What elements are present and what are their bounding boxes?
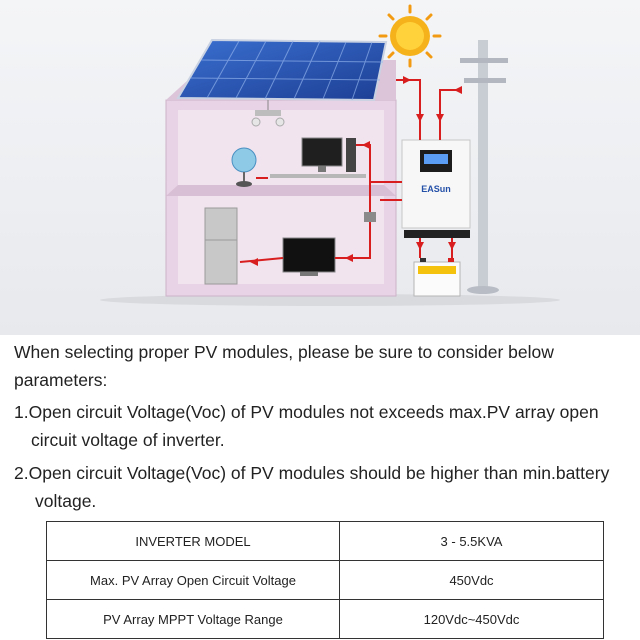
list-item-2-line-1: 2.Open circuit Voltage(Voc) of PV modules should be higher than min.battery: [14, 463, 610, 483]
intro-line-1: When selecting proper PV modules, please be sure to consider below: [14, 342, 554, 362]
list-item-1-line-1: 1.Open circuit Voltage(Voc) of PV modules not exceeds max.PV array open: [14, 402, 599, 422]
list-item-1: [14, 398, 634, 454]
table-row: [47, 561, 604, 600]
inverter-spec-table: [46, 521, 604, 639]
table-cell-value: 3 - 5.5KVA: [340, 522, 604, 561]
list-item-2: [14, 459, 634, 515]
fridge-icon: [205, 208, 237, 284]
inverter-icon: [402, 140, 470, 238]
tv-icon: [283, 238, 335, 276]
table-cell-label: PV Array MPPT Voltage Range: [47, 600, 340, 639]
intro-line-2: parameters:: [14, 370, 108, 390]
battery-icon: [414, 258, 460, 296]
intro-paragraph: [14, 338, 634, 394]
table-row: [47, 600, 604, 639]
table-cell-label: INVERTER MODEL: [47, 522, 340, 561]
list-item-2-line-2: voltage.: [35, 491, 97, 511]
table-row: [47, 522, 604, 561]
solar-panel: [178, 40, 386, 100]
inverter-brand-label: EASun: [421, 184, 451, 194]
table-cell-label: Max. PV Array Open Circuit Voltage: [47, 561, 340, 600]
table-cell-value: 120Vdc~450Vdc: [340, 600, 604, 639]
table-cell-value: 450Vdc: [340, 561, 604, 600]
junction-box: [364, 212, 376, 222]
list-item-1-line-2: circuit voltage of inverter.: [31, 430, 225, 450]
